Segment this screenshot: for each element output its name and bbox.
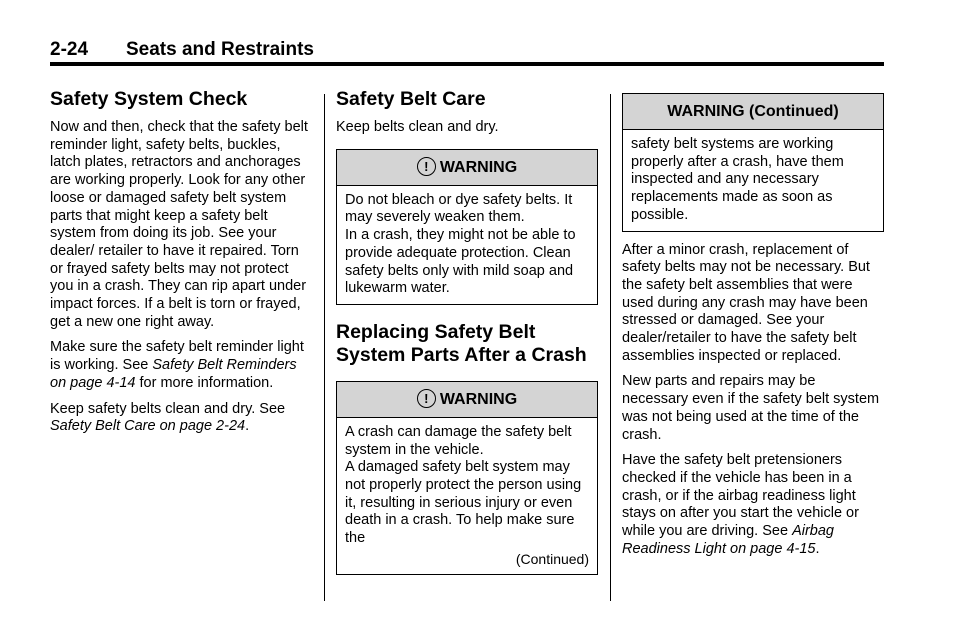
warning-continued-box	[622, 93, 884, 232]
warning-box	[336, 149, 598, 305]
paragraph: Keep belts clean and dry.	[336, 119, 499, 135]
section-title: Seats and Restraints	[126, 39, 314, 60]
text: Keep safety belts clean and dry. See	[50, 400, 286, 417]
warning-circle-icon: !	[417, 157, 436, 176]
cross-reference-link[interactable]: Airbag Readiness Light on page 4-15	[622, 523, 834, 557]
warning-text: A crash can damage the safety belt system in the vehicle.	[345, 423, 572, 458]
text: for more information.	[135, 374, 274, 391]
warning-box	[336, 381, 598, 575]
column-divider	[610, 94, 611, 601]
warning-header	[337, 382, 597, 418]
column-divider	[324, 94, 325, 601]
page-header	[50, 38, 884, 66]
cross-reference-link[interactable]: Safety Belt Reminders on page 4-14	[50, 357, 297, 391]
column-2	[336, 88, 598, 585]
paragraph: After a minor crash, replacement of safety belts may not be necessary. But the safety belt assemblies that were used during any crash may have been stressed or damaged. See your dealer/retailer to have the safety belt assemblies inspected or replaced.	[622, 241, 870, 364]
paragraph	[50, 339, 312, 392]
section-heading: Safety System Check	[50, 88, 248, 110]
text: Make sure the safety belt reminder light is working. See	[50, 339, 304, 374]
warning-body	[337, 186, 597, 304]
warning-text: Do not bleach or dye safety belts. It may severely weaken them.	[345, 191, 573, 226]
warning-text: safety belt systems are working properly after a crash, have them inspected and any necessary replacements made as soon as possible.	[631, 136, 844, 223]
section-heading: Safety Belt Care	[336, 88, 486, 110]
warning-label: WARNING	[439, 158, 518, 176]
column-3	[622, 93, 884, 566]
text: Have the safety belt pretensioners checked if the vehicle has been in a crash, or if the airbag readiness light stays on after you start the vehicle or while you are driving. See	[622, 452, 859, 540]
column-1	[50, 88, 312, 444]
warning-circle-icon: !	[417, 389, 436, 408]
page-number: 2-24	[50, 39, 89, 60]
text: .	[815, 540, 820, 557]
warning-body	[623, 130, 883, 231]
warning-header	[337, 150, 597, 186]
warning-body	[337, 418, 597, 574]
text: .	[245, 418, 250, 435]
warning-text: In a crash, they might not be able to provide adequate protection. Clean safety belts only with mild soap and lukewarm water.	[345, 227, 576, 297]
warning-header: WARNING (Continued)	[623, 94, 883, 130]
paragraph	[622, 452, 884, 558]
section-heading: Replacing Safety Belt System Parts After a Crash	[336, 320, 587, 366]
paragraph: Now and then, check that the safety belt reminder light, safety belts, buckles, latch plates, retractors and anchorages are working properly. Look for any other loose or damaged safety belt system parts that might keep a safety belt system from doing its job. See your dealer/ retailer to have it repaired. Torn or frayed safety belts may not protect you in a crash. They can rip apart under impact forces. If a belt is torn or frayed, get a new one right away.	[50, 119, 308, 330]
continued-label: (Continued)	[515, 550, 589, 567]
paragraph	[50, 401, 312, 436]
cross-reference-link[interactable]: Safety Belt Care on page 2-24	[50, 418, 246, 435]
warning-label: WARNING	[439, 390, 518, 408]
paragraph: New parts and repairs may be necessary even if the safety belt system was not being used at the time of the crash.	[622, 373, 880, 443]
warning-text: A damaged safety belt system may not properly protect the person using it, resulting in serious injury or even death in a crash. To help make sure the	[345, 459, 582, 547]
